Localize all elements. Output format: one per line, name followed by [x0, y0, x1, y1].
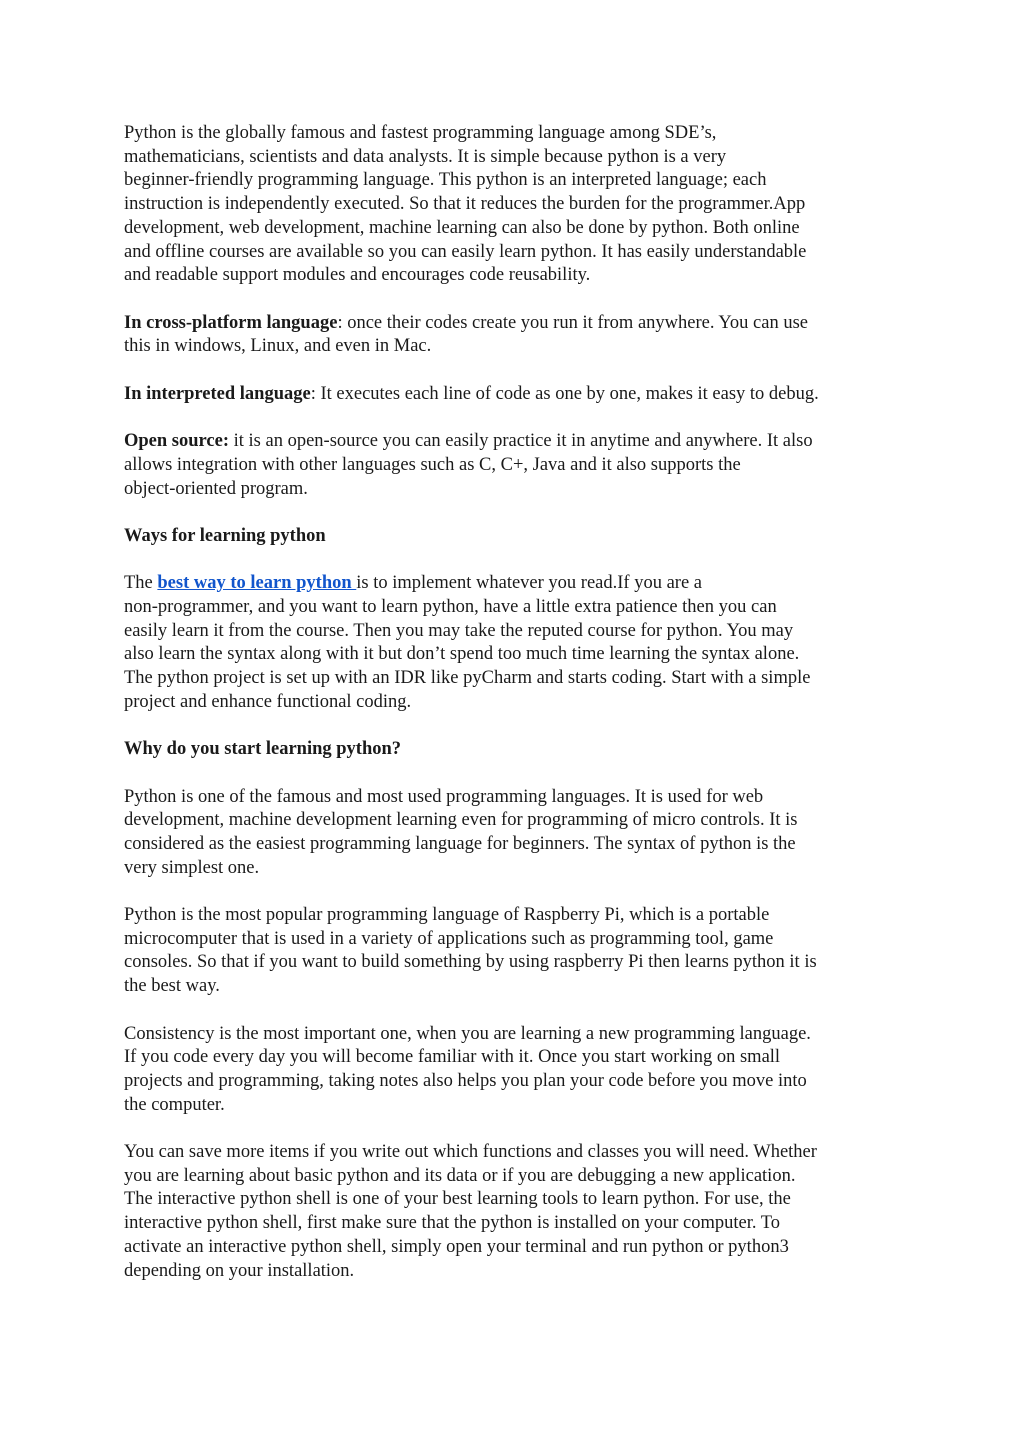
- cross-platform-paragraph: [124, 312, 914, 359]
- ways-heading: Ways for learning python: [124, 525, 326, 546]
- best-way-link[interactable]: best way to learn python: [157, 573, 357, 594]
- save-items-paragraph: You can save more items if you write out which functions and classes you will need. Whether you are learning about basic python and its data or if you are debugging a new application. The interactive python shell is one of your best learning tools to learn python. For use, the interactive python shell, first make sure that the python is installed on your computer. To activate an interactive python shell, simply open your terminal and run python or python3 depending on your installation.: [124, 1142, 817, 1281]
- why-heading: Why do you start learning python?: [124, 739, 402, 760]
- cross-platform-label: In cross-platform language: [124, 312, 338, 333]
- interpreted-label: In interpreted language: [124, 383, 311, 404]
- cross-platform-text: : once their codes create you run it from anywhere. You can use this in windows, Linux, and even in Mac.: [124, 312, 809, 357]
- ways-prefix: The: [124, 573, 158, 594]
- interpreted-text: : It executes each line of code as one by one, makes it easy to debug.: [310, 383, 819, 404]
- open-source-label: Open source:: [124, 431, 230, 452]
- open-source-paragraph: [124, 430, 914, 501]
- open-source-text: it is an open-source you can easily practice it in anytime and anywhere. It also allows integration with other languages such as C, C+, Java and it also supports the object-oriented program.: [124, 431, 813, 499]
- why-paragraph-1: Python is one of the famous and most used programming languages. It is used for web development, machine development learning even for programming of micro controls. It is considered as the easiest programming language for beginners. The syntax of python is the very simplest one.: [124, 786, 798, 878]
- consistency-paragraph: Consistency is the most important one, when you are learning a new programming language. If you code every day you will become familiar with it. Once you start working on small projects and programming, taking notes also helps you plan your code before you move into the computer.: [124, 1023, 811, 1115]
- ways-text: is to implement whatever you read.If you are a non-programmer, and you want to learn python, have a little extra patience then you can easily learn it from the course. Then you may take the reputed course for python. You may also learn the syntax along with it but don’t spend too much time learning the syntax alone. The python project is set up with an IDR like pyCharm and starts coding. Start with a simple project and enhance functional coding.: [124, 573, 811, 712]
- document-body: [124, 122, 914, 1307]
- ways-paragraph: [124, 572, 914, 714]
- why-paragraph-2: Python is the most popular programming language of Raspberry Pi, which is a portable microcomputer that is used in a variety of applications such as programming tool, game consoles. So that if you want to build something by using raspberry Pi then learns python it is the best way.: [124, 905, 817, 997]
- intro-paragraph: Python is the globally famous and fastest programming language among SDE’s, mathematicians, scientists and data analysts. It is simple because python is a very beginner-friendly programming language. This python is an interpreted language; each instruction is independently executed. So that it reduces the burden for the programmer.App development, web development, machine learning can also be done by python. Both online and offline courses are available so you can easily learn python. It has easily understandable and readable support modules and encourages code reusability.: [124, 123, 807, 286]
- interpreted-paragraph: [124, 383, 914, 407]
